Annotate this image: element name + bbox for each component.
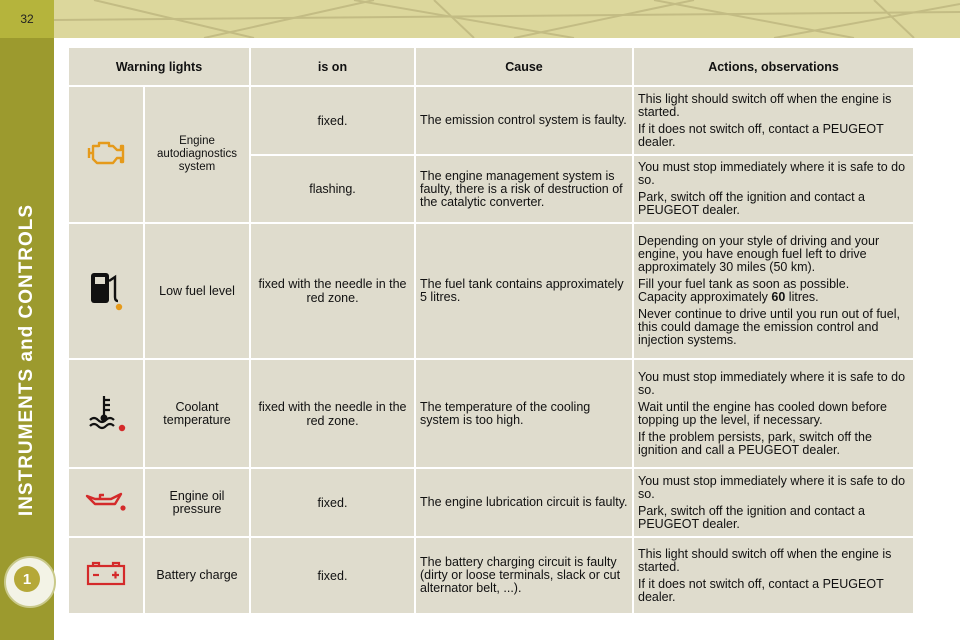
action-text: Never continue to drive until you run out of fuel, this could damage the emission control and injection systems. [638,307,900,347]
light-state: flashing. [251,156,414,222]
header-cause: Cause [416,48,632,85]
table-row [69,469,913,536]
table-row [69,87,913,154]
light-cause [416,224,632,358]
icon-cell [69,224,143,358]
table-row [69,224,913,358]
action-text: If it does not switch off, contact a PEUGEOT dealer. [638,576,884,604]
chapter-number: 1 [14,566,40,592]
action-text: You must stop immediately where it is safe to do so. [638,369,906,397]
light-actions [634,538,913,613]
action-text: This light should switch off when the engine is started. [638,91,892,119]
light-actions [634,224,913,358]
battery-icon [85,560,127,588]
action-text: Depending on your style of driving and your engine, you have enough fuel left to drive approximately 30 miles (50 km). [638,234,880,274]
fuel-pump-icon [86,267,126,313]
light-state: fixed with the needle in the red zone. [251,360,414,467]
light-cause [416,156,632,222]
action-text: Park, switch off the ignition and contact a PEUGEOT dealer. [638,503,865,531]
light-name: Low fuel level [145,224,249,358]
light-cause [416,360,632,467]
action-text: You must stop immediately where it is safe to do so. [638,473,906,501]
cause-text: The emission control system is faulty. [420,113,627,127]
light-actions [634,360,913,467]
header-decoration [54,0,960,38]
light-cause [416,469,632,536]
icon-cell [69,469,143,536]
icon-cell [69,538,143,613]
action-text: Wait until the engine has cooled down before topping up the level, if necessary. [638,399,888,427]
coolant-temperature-icon [84,392,128,432]
icon-cell [69,87,143,222]
oil-can-icon [83,488,129,514]
action-text: If it does not switch off, contact a PEUGEOT dealer. [638,121,884,149]
action-text: If the problem persists, park, switch off the ignition and call a PEUGEOT dealer. [638,429,872,457]
page-number: 32 [0,0,54,38]
header-warning-lights: Warning lights [69,48,249,85]
light-cause [416,87,632,154]
capacity-suffix: litres. [785,290,819,304]
header-actions: Actions, observations [634,48,913,85]
light-actions [634,469,913,536]
table-row [69,360,913,467]
decorative-lines-icon [54,0,960,38]
light-state: fixed with the needle in the red zone. [251,224,414,358]
light-name: Engine oil pressure [145,469,249,536]
light-cause [416,538,632,613]
icon-cell [69,360,143,467]
action-text: You must stop immediately where it is safe to do so. [638,160,906,187]
light-state: fixed. [251,87,414,154]
cause-text: The temperature of the cooling system is too high. [420,399,591,427]
light-name: Battery charge [145,538,249,613]
section-title: INSTRUMENTS and CONTROLS [16,203,37,517]
header-is-on: is on [251,48,414,85]
cause-text: The engine lubrication circuit is faulty. [420,495,628,509]
action-text-part: Fill your fuel tank as soon as possible. [638,277,850,291]
light-state: fixed. [251,469,414,536]
table-header-row [69,48,913,85]
action-text: This light should switch off when the engine is started. [638,546,892,574]
action-text [638,278,909,304]
cause-text: The fuel tank contains approximately 5 litres. [420,277,624,304]
light-name: Coolant temperature [145,360,249,467]
light-state: fixed. [251,538,414,613]
light-actions [634,87,913,154]
engine-icon [86,138,126,168]
capacity-value: 60 [771,290,786,304]
light-name: Engine autodiagnostics system [145,87,249,222]
warning-lights-table [67,46,915,615]
cause-text: The engine management system is faulty, there is a risk of destruction of the catalytic converter. [420,168,623,209]
table-row [69,538,913,613]
light-actions [634,156,913,222]
cause-text: The battery charging circuit is faulty (dirty or loose terminals, slack or cut alternator belt, ...). [420,555,621,595]
capacity-prefix: Capacity approximately [638,290,772,304]
action-text: Park, switch off the ignition and contact a PEUGEOT dealer. [638,190,865,217]
